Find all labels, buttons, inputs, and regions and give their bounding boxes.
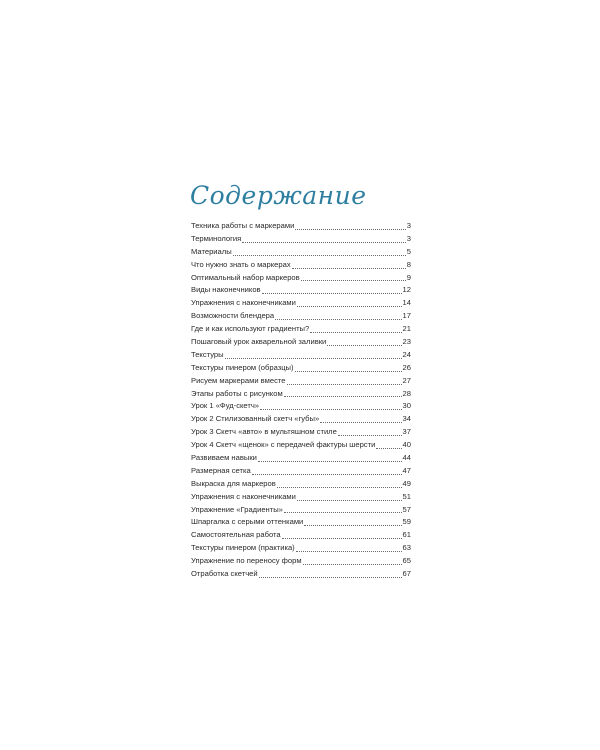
- toc-entry: [191, 388, 411, 401]
- toc-entry-title: Упражнение «Градиенты»: [191, 504, 283, 514]
- toc-entry-title: Что нужно знать о маркерах: [191, 259, 291, 269]
- toc-entry-title: Урок 3 Скетч «авто» в мультяшном стиле: [191, 427, 337, 437]
- toc-entry: [191, 259, 411, 272]
- toc-entry-title: Материалы: [191, 246, 232, 256]
- toc-entry: [191, 297, 411, 310]
- toc-entry-title: Урок 1 «Фуд-скетч»: [191, 401, 260, 411]
- toc-entry-page: 47: [402, 465, 411, 475]
- toc-dot-leader: [292, 268, 406, 269]
- toc-entry-page: 21: [402, 324, 411, 334]
- toc-entry: [191, 246, 411, 259]
- toc-dot-leader: [252, 474, 402, 475]
- contents-heading: Содержание: [190, 181, 367, 210]
- toc-entry: [191, 272, 411, 285]
- toc-dot-leader: [277, 487, 402, 488]
- toc-entry-title: Этапы работы с рисунком: [191, 388, 283, 398]
- toc-dot-leader: [287, 384, 402, 385]
- toc-entry: [191, 323, 411, 336]
- toc-entry-page: 5: [406, 246, 411, 256]
- toc-dot-leader: [282, 538, 402, 539]
- toc-dot-leader: [284, 396, 402, 397]
- toc-entry-title: Отработка скетчей: [191, 569, 258, 579]
- toc-dot-leader: [295, 229, 405, 230]
- toc-entry-title: Урок 4 Скетч «щенок» с передачей фактуры шерсти: [191, 440, 376, 450]
- toc-entry: [191, 516, 411, 529]
- toc-entry-title: Выкраска для маркеров: [191, 478, 276, 488]
- toc-entry: [191, 568, 411, 581]
- toc-entry: [191, 504, 411, 517]
- toc-dot-leader: [233, 255, 406, 256]
- toc-entry: [191, 426, 411, 439]
- toc-entry-page: 34: [402, 414, 411, 424]
- toc-entry-title: Шпаргалка с серыми оттенками: [191, 517, 304, 527]
- toc-entry-title: Упражнения с наконечниками: [191, 491, 296, 501]
- toc-entry: [191, 233, 411, 246]
- toc-dot-leader: [320, 422, 401, 423]
- toc-entry-page: 59: [402, 517, 411, 527]
- toc-entry-title: Рисуем маркерами вместе: [191, 375, 286, 385]
- toc-dot-leader: [296, 551, 402, 552]
- toc-dot-leader: [258, 461, 402, 462]
- toc-dot-leader: [260, 409, 402, 410]
- toc-entry-title: Текстуры: [191, 349, 224, 359]
- toc-entry: [191, 349, 411, 362]
- toc-entry-title: Пошаговый урок акварельной заливки: [191, 337, 327, 346]
- toc-entry: [191, 413, 411, 426]
- toc-dot-leader: [304, 525, 401, 526]
- toc-entry: [191, 362, 411, 375]
- toc-entry: [191, 310, 411, 323]
- toc-entry-page: 37: [402, 427, 411, 437]
- toc-entry-page: 9: [406, 272, 411, 282]
- toc-entry-page: 40: [402, 440, 411, 450]
- toc-entry-page: 44: [402, 453, 411, 463]
- toc-entry: [191, 478, 411, 491]
- toc-entry-title: Где и как используют градиенты?: [191, 324, 310, 334]
- toc-entry-title: Возможности блендера: [191, 311, 275, 321]
- toc-dot-leader: [327, 345, 401, 346]
- toc-entry: [191, 452, 411, 465]
- toc-dot-leader: [284, 512, 402, 513]
- toc-entry-title: Упражнение по переносу форм: [191, 556, 302, 566]
- toc-entry: [191, 542, 411, 555]
- toc-dot-leader: [338, 435, 402, 436]
- toc-entry-page: 8: [406, 259, 411, 269]
- toc-entry-title: Виды наконечников: [191, 285, 261, 295]
- toc-entry-page: 3: [406, 220, 411, 230]
- toc-entry-page: 57: [402, 504, 411, 514]
- toc-entry: [191, 465, 411, 478]
- toc-entry-title: Текстуры пинером (образцы): [191, 362, 294, 372]
- toc-entry-page: 30: [402, 401, 411, 411]
- toc-entry-page: 49: [402, 478, 411, 488]
- toc-entry-page: 23: [402, 337, 411, 346]
- toc-dot-leader: [297, 500, 402, 501]
- toc-dot-leader: [275, 319, 401, 320]
- toc-dot-leader: [259, 577, 402, 578]
- toc-entry-title: Оптимальный набор маркеров: [191, 272, 300, 282]
- toc-entry: [191, 400, 411, 413]
- toc-entry-page: 17: [402, 311, 411, 321]
- toc-dot-leader: [297, 306, 402, 307]
- toc-dot-leader: [376, 448, 401, 449]
- table-of-contents: [191, 220, 411, 581]
- toc-entry-title: Текстуры пинером (практика): [191, 543, 295, 553]
- toc-entry-title: Техника работы с маркерами: [191, 220, 295, 230]
- toc-entry-page: 51: [402, 491, 411, 501]
- toc-entry-title: Самостоятельная работа: [191, 530, 281, 540]
- toc-entry-title: Терминология: [191, 233, 242, 243]
- toc-entry-page: 12: [402, 285, 411, 295]
- toc-entry-title: Развиваем навыки: [191, 453, 257, 463]
- toc-dot-leader: [295, 371, 402, 372]
- toc-entry-page: 67: [402, 569, 411, 579]
- toc-entry-page: 26: [402, 362, 411, 372]
- toc-entry-page: 65: [402, 556, 411, 566]
- toc-entry: [191, 284, 411, 297]
- toc-entry-page: 14: [402, 298, 411, 308]
- toc-dot-leader: [262, 293, 402, 294]
- toc-dot-leader: [310, 332, 401, 333]
- toc-entry: [191, 220, 411, 233]
- toc-entry-page: 3: [406, 233, 411, 243]
- toc-entry-page: 24: [402, 349, 411, 359]
- toc-entry: [191, 555, 411, 568]
- toc-entry: [191, 529, 411, 542]
- toc-entry-page: 61: [402, 530, 411, 540]
- toc-dot-leader: [301, 280, 406, 281]
- toc-entry-title: Урок 2 Стилизованный скетч «губы»: [191, 414, 320, 424]
- toc-dot-leader: [225, 358, 402, 359]
- toc-entry: [191, 336, 411, 349]
- toc-entry-page: 28: [402, 388, 411, 398]
- toc-entry-page: 63: [402, 543, 411, 553]
- toc-entry-title: Упражнения с наконечниками: [191, 298, 296, 308]
- toc-dot-leader: [303, 564, 402, 565]
- toc-entry-page: 27: [402, 375, 411, 385]
- toc-entry: [191, 491, 411, 504]
- toc-entry: [191, 439, 411, 452]
- toc-entry: [191, 375, 411, 388]
- toc-entry-title: Размерная сетка: [191, 465, 251, 475]
- toc-dot-leader: [242, 242, 406, 243]
